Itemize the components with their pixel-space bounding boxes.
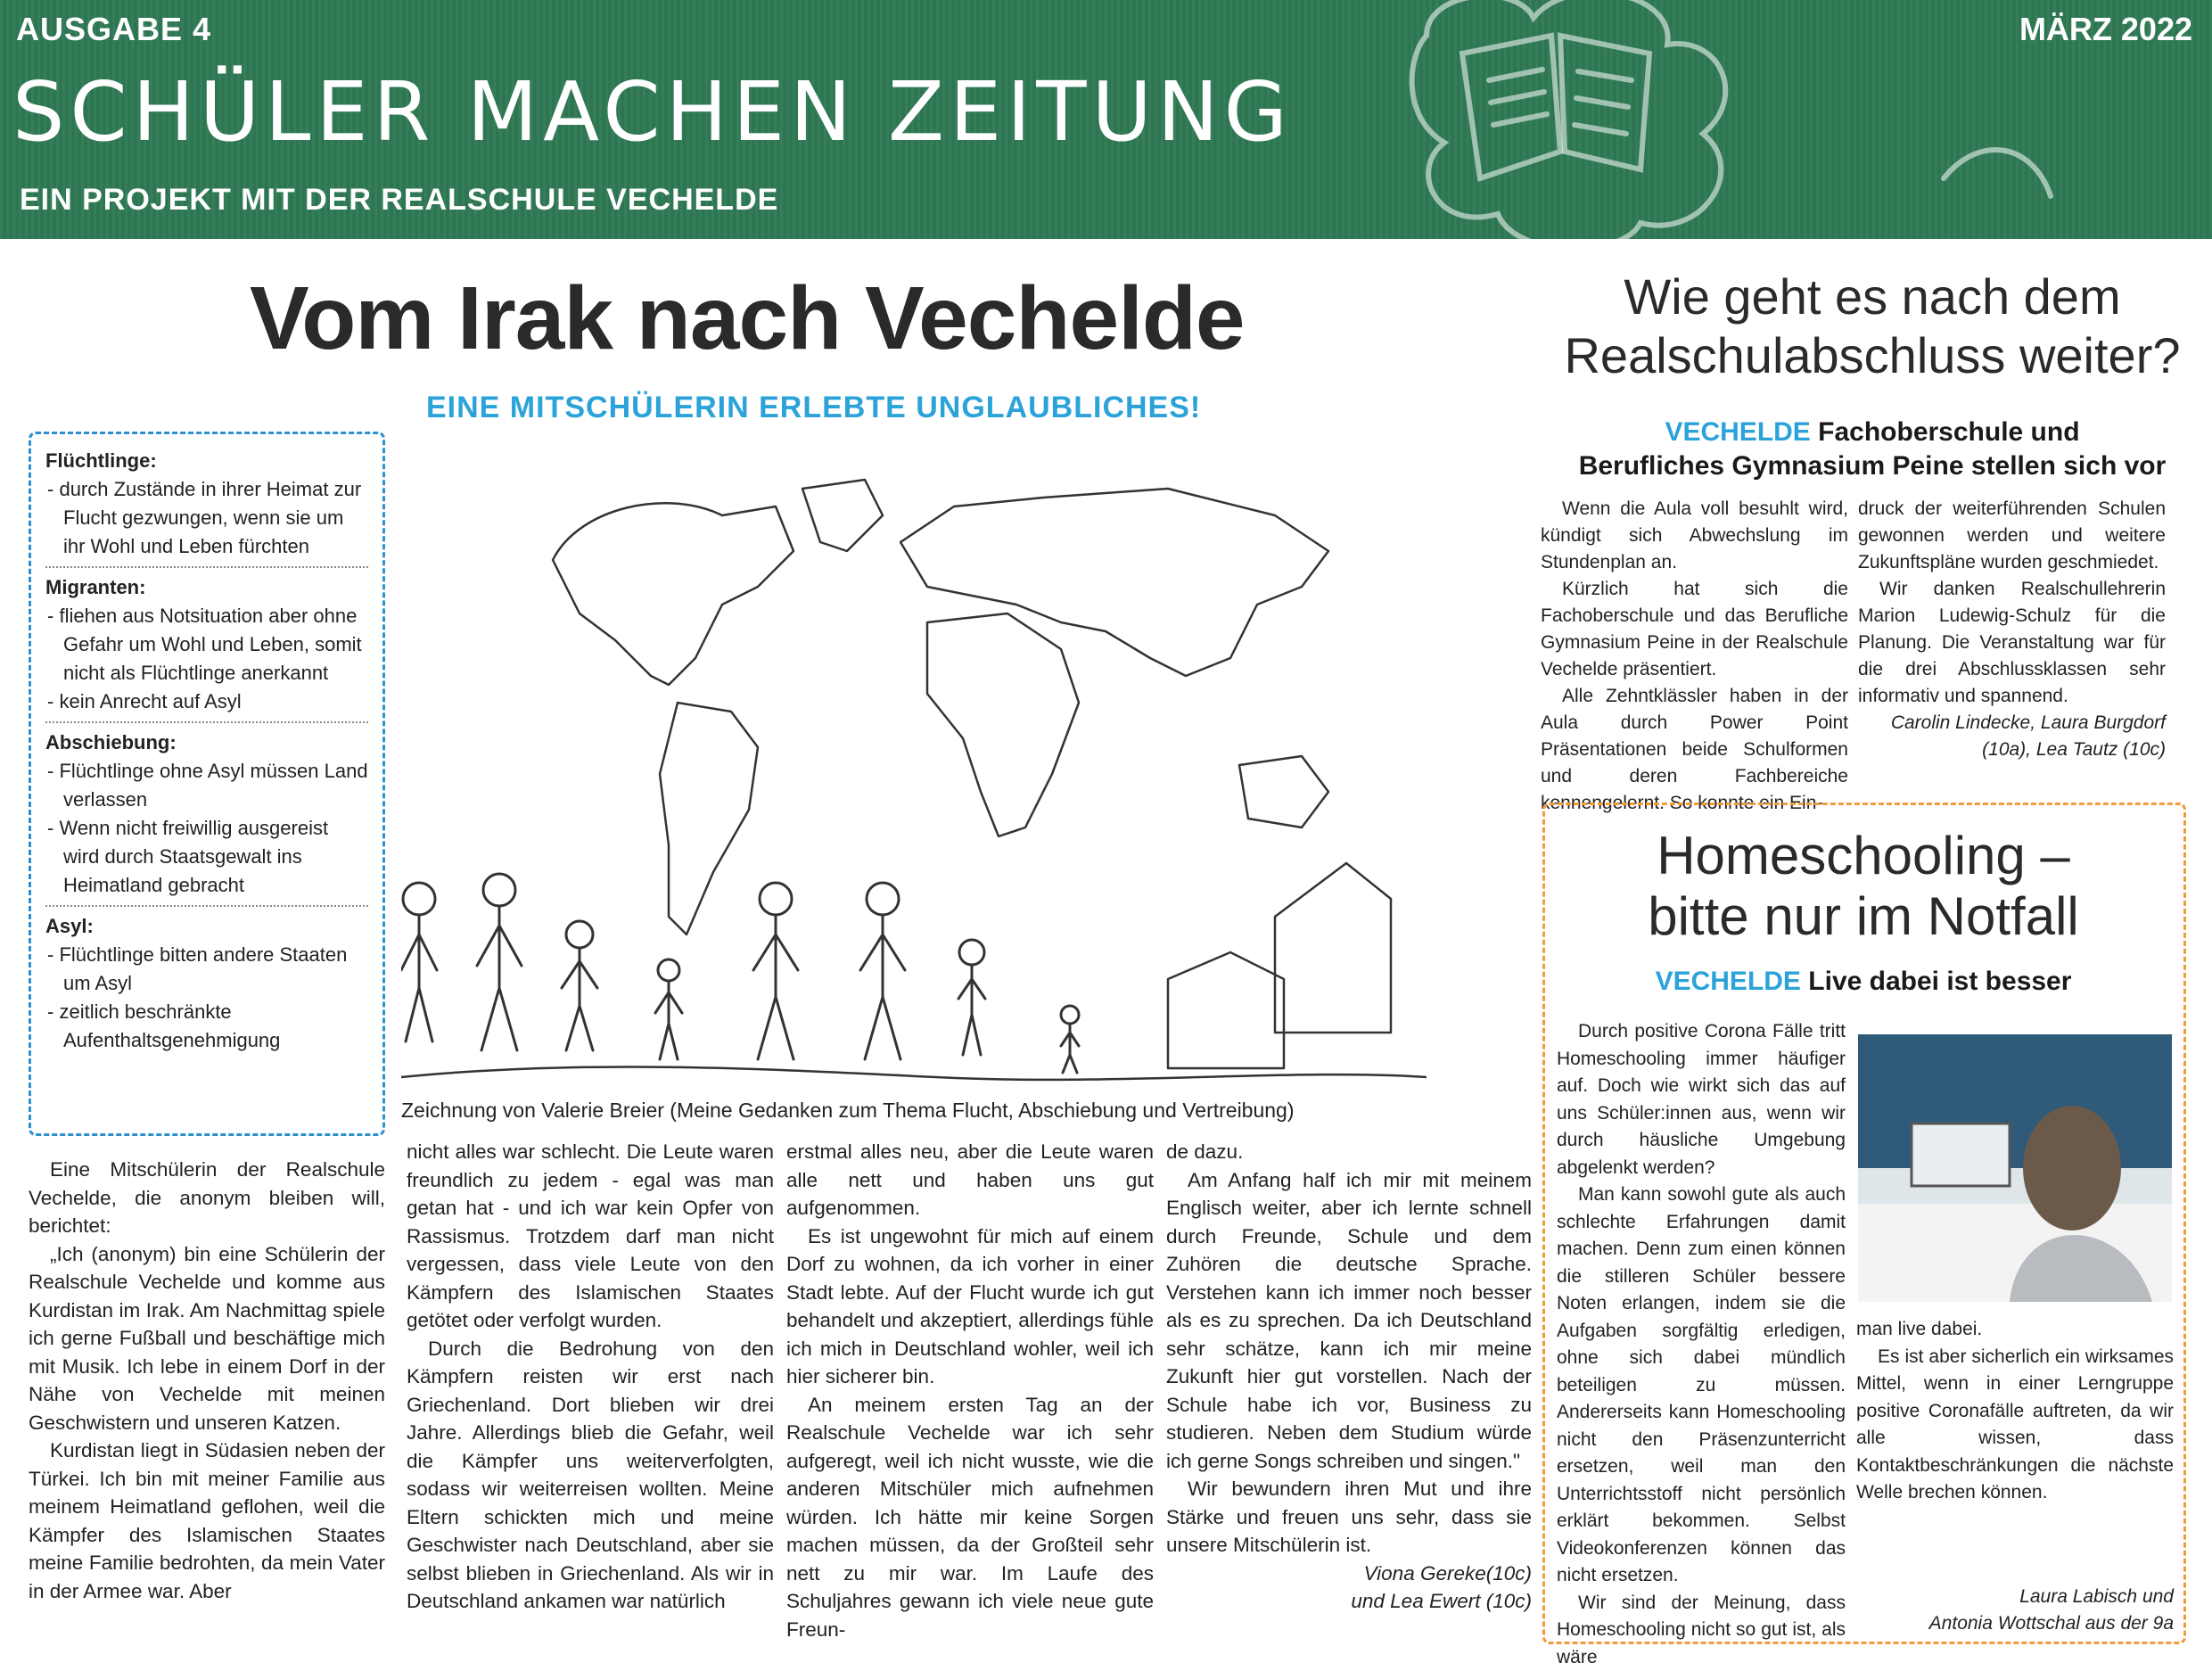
- paragraph: man live dabei.: [1856, 1316, 2174, 1344]
- article-column-2: [407, 1138, 774, 1616]
- paragraph: druck der weiterführenden Schulen gewonnen werden und weitere Zukunftspläne wurden geschmiedet.: [1858, 496, 2166, 576]
- author-signature: und Lea Ewert (10c): [1166, 1587, 1532, 1616]
- definition-migranten: [45, 573, 368, 723]
- newspaper-title: SCHÜLER MACHEN ZEITUNG: [12, 64, 1293, 160]
- author-signature: Laura Labisch und: [1856, 1584, 2174, 1611]
- article-headline-realschulabschluss: Wie geht es nach dem Realschulabschluss weiter?: [1551, 268, 2193, 385]
- main-headline: Vom Irak nach Vechelde: [250, 268, 1245, 370]
- article-headline-homeschooling: [1551, 826, 2175, 947]
- paragraph: Es ist ungewohnt für mich auf einem Dorf zu wohnen, da ich vorher in einer Stadt lebte. Auf der Flucht wurde ich gut behandelt und akzeptiert, allerdings fühle ich mich in Deutschland wohler, weil ich hier sicherer bin.: [786, 1222, 1154, 1391]
- article-column-4: [1166, 1138, 1532, 1616]
- paragraph: erstmal alles neu, aber die Leute waren alle nett und haben uns gut aufgenommen.: [786, 1138, 1154, 1222]
- paragraph: de dazu.: [1166, 1138, 1532, 1166]
- article-subheadline: [1551, 967, 2175, 997]
- world-map-drawing: [401, 453, 1427, 1095]
- definition-heading: Asyl:: [45, 912, 368, 941]
- paragraph: Durch die Bedrohung von den Kämpfern reisten wir erst nach Griechenland. Dort blieben wir drei Jahre. Allerdings blieb die Gefahr, weil die Kämpfer uns weiterverfolgten, sodass wir weiterreisen wollten. Meine Eltern schickten mich und meine Geschwister nach Deutschland, aber sie selbst blieben in Griechenland. Als wir in Deutschland ankamen war natürlich: [407, 1335, 774, 1616]
- author-signature: Antonia Wottschal aus der 9a: [1856, 1610, 2174, 1638]
- paragraph: Wir sind der Meinung, dass Homeschooling nicht so gut ist, als wäre: [1557, 1590, 1846, 1671]
- paragraph: Es ist aber sicherlich ein wirksames Mittel, wenn in einer Lerngruppe positive Coronafälle auftreten, da wir alle wissen, dass Kontaktbeschränkungen die nächste Welle brechen können.: [1856, 1344, 2174, 1507]
- subheadline-text: Live dabei ist besser: [1808, 967, 2071, 996]
- drawing-caption: Zeichnung von Valerie Breier (Meine Gedanken zum Thema Flucht, Abschiebung und Vertreibung): [401, 1099, 1295, 1123]
- paragraph: Kurdistan liegt in Südasien neben der Türkei. Ich bin mit meiner Familie aus meinem Heimatland geflohen, weil die Kämpfer des Islamischen Staates meine Familie bedrohten, da mein Vater in der Armee war. Aber: [29, 1436, 385, 1605]
- homeschooling-photo: [1858, 1034, 2172, 1302]
- paragraph: Kürzlich hat sich die Fachoberschule und das Berufliche Gymnasium Peine in der Realschule Vechelde präsentiert.: [1541, 576, 1848, 683]
- author-signature: Carolin Lindecke, Laura Burgdorf: [1858, 710, 2166, 737]
- definition-heading: Flüchtlinge:: [45, 447, 368, 475]
- paragraph: Man kann sowohl gute als auch schlechte Erfahrungen damit machen. Denn zum einen können die stilleren Schüler bessere Noten erlangen, indem sie die Aufgaben sorgfältig erledigen, ohne sich dabei mündlich beteiligen zu müssen. Andererseits kann Homeschooling nicht den Präsenzunterricht ersetzen, weil man den Unterrichtsstoff nicht persönlich erklärt bekommen. Selbst Videokonferenzen können das nicht ersetzen.: [1557, 1181, 1846, 1590]
- article-column: [1541, 496, 1848, 817]
- paragraph: nicht alles war schlecht. Die Leute waren freundlich zu jedem - egal was man getan hat - und ich war kein Opfer von Rassismus. Trotzdem darf man nicht vergessen, dass viele Leute von den Kämpfern des Islamischen Staates getötet oder verfolgt wurden.: [407, 1138, 774, 1335]
- location-tag: VECHELDE: [1665, 417, 1810, 447]
- article-column-1: [29, 1156, 385, 1605]
- definitions-box: [29, 432, 385, 1136]
- paragraph: Am Anfang half ich mir mit meinem Englisch weiter, aber ich lernte schnell durch Freunde, Schule und dem Zuhören die deutsche Sprache. Verstehen kann ich immer noch besser als es zu sprechen. Da ich Deutschland sehr schätze, kann ich mir meine Zukunft hier gut vorstellen. Nach der Schule habe ich vor, Business zu studieren. Neben dem Studium würde ich gerne Songs schreiben und singen.": [1166, 1166, 1532, 1476]
- author-signature: Viona Gereke(10c): [1166, 1560, 1532, 1588]
- paragraph: Eine Mitschülerin der Realschule Vechelde, die anonym bleiben will, berichtet:: [29, 1156, 385, 1240]
- definition-item: - Flüchtlinge bitten andere Staaten um Asyl: [45, 941, 368, 998]
- main-kicker: EINE MITSCHÜLERIN ERLEBTE UNGLAUBLICHES!: [426, 391, 1201, 425]
- definition-item: - fliehen aus Notsituation aber ohne Gefahr um Wohl und Leben, somit nicht als Flüchtlinge anerkannt: [45, 602, 368, 687]
- article-subheadline: [1551, 416, 2193, 483]
- paragraph: „Ich (anonym) bin eine Schülerin der Realschule Vechelde und komme aus Kurdistan im Irak. Am Nachmittag spiele ich gerne Fußball und beschäftige mich mit Musik. Ich lebe in einem Dorf in der Nähe von Vechelde mit meinen Geschwistern und unseren Katzen.: [29, 1240, 385, 1437]
- paragraph: Wenn die Aula voll besuhlt wird, kündigt sich Abwechslung im Stundenplan an.: [1541, 496, 1848, 576]
- definition-fluechtlinge: [45, 447, 368, 568]
- paragraph: Durch positive Corona Fälle tritt Homeschooling immer häufiger auf. Doch wie wirkt sich das auf uns Schüler:innen aus, wenn wir durch häusliche Umgebung abgelenkt werden?: [1557, 1018, 1846, 1181]
- location-tag: VECHELDE: [1656, 967, 1801, 996]
- article-column: [1856, 1316, 2174, 1638]
- subheadline-line-1: Fachoberschule und: [1818, 417, 2079, 447]
- definition-item: - durch Zustände in ihrer Heimat zur Flucht gezwungen, wenn sie um ihr Wohl und Leben fürchten: [45, 475, 368, 561]
- chalk-book-icon: [1409, 0, 2122, 239]
- definition-heading: Migranten:: [45, 573, 368, 602]
- article-column-3: [786, 1138, 1154, 1643]
- headline-line-2: bitte nur im Notfall: [1551, 886, 2175, 947]
- definition-item: - Wenn nicht freiwillig ausgereist wird durch Staatsgewalt ins Heimatland gebracht: [45, 814, 368, 900]
- issue-date: MÄRZ 2022: [2019, 11, 2192, 48]
- paragraph: An meinem ersten Tag an der Realschule Vechelde war ich sehr aufgeregt, weil ich nicht wusste, wie die anderen Mitschüler mich aufnehmen würden. Ich hätte mir keine Sorgen machen müssen, da der Großteil sehr nett zu mir war. Im Laufe des Schuljahres gewann ich viele neue gute Freun-: [786, 1391, 1154, 1644]
- issue-number: AUSGABE 4: [16, 11, 211, 48]
- paragraph: Alle Zehntklässler haben in der Aula durch Power Point Präsentationen beide Schulformen und deren Fachbereiche kennengelernt. So konnte ein Ein-: [1541, 683, 1848, 817]
- article-column: [1557, 1018, 1846, 1671]
- article-column: [1858, 496, 2166, 763]
- definition-item: - kein Anrecht auf Asyl: [45, 687, 368, 716]
- subheadline-line-2: Berufliches Gymnasium Peine stellen sich vor: [1579, 451, 2167, 481]
- newspaper-subtitle: EIN PROJEKT MIT DER REALSCHULE VECHELDE: [20, 183, 778, 218]
- headline-line-1: Homeschooling –: [1551, 826, 2175, 886]
- author-signature: (10a), Lea Tautz (10c): [1858, 737, 2166, 763]
- definition-heading: Abschiebung:: [45, 728, 368, 757]
- definition-abschiebung: [45, 728, 368, 907]
- definition-asyl: [45, 912, 368, 1060]
- definition-item: - Flüchtlinge ohne Asyl müssen Land verlassen: [45, 757, 368, 814]
- paragraph: Wir bewundern ihren Mut und ihre Stärke und freuen uns sehr, dass sie unsere Mitschülerin ist.: [1166, 1475, 1532, 1560]
- definition-item: - zeitlich beschränkte Aufenthaltsgenehmigung: [45, 998, 368, 1055]
- paragraph: Wir danken Realschullehrerin Marion Ludewig-Schulz für die Planung. Die Veranstaltung war für die drei Abschlussklassen sehr informativ und spannend.: [1858, 576, 2166, 710]
